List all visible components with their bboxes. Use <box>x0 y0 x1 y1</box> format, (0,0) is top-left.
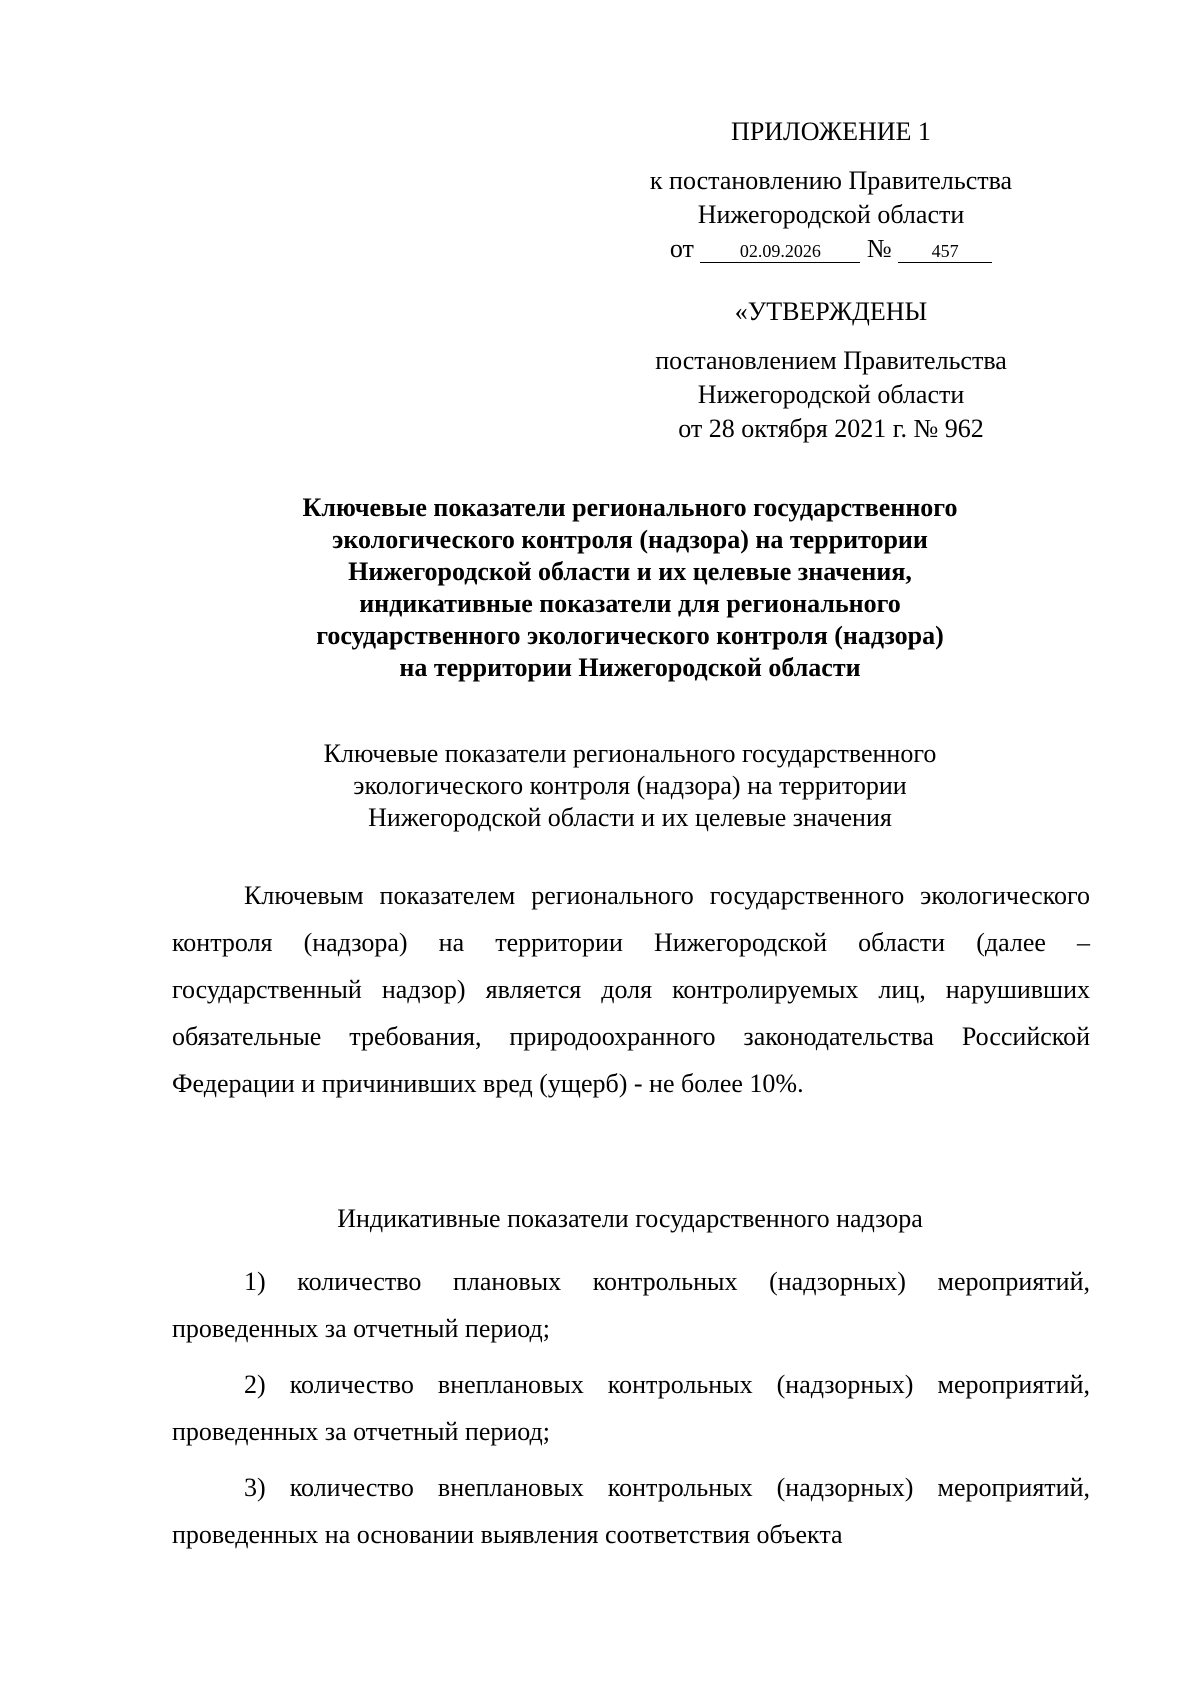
resolution-reference <box>596 164 1066 266</box>
approved-by-reference <box>596 344 1066 446</box>
approved-label <box>596 295 1066 329</box>
indicative-item: 2) количество внеплановых контрольных (надзорных) мероприятий, проведенных за отчетный период; <box>172 1370 1090 1446</box>
approved-by-line1: постановлением Правительства <box>655 346 1007 375</box>
title-line5: государственного экологического контроля (надзора) <box>316 621 944 650</box>
document-title <box>160 492 1100 684</box>
resolution-date-line <box>596 232 1066 266</box>
title-line4: индикативные показатели для регионального <box>359 589 901 618</box>
indicative-item: 3) количество внеплановых контрольных (надзорных) мероприятий, проведенных на основании выявления соответствия объекта <box>172 1473 1090 1549</box>
indicative-indicators-heading-text: Индикативные показатели государственного надзора <box>337 1204 923 1233</box>
indicative-indicators-heading <box>160 1203 1100 1235</box>
key-indicators-heading-line2: экологического контроля (надзора) на территории <box>353 771 907 800</box>
approved-text: «УТВЕРЖДЕНЫ <box>734 297 928 326</box>
key-indicators-heading <box>160 738 1100 834</box>
key-indicators-heading-line1: Ключевые показатели регионального государственного <box>323 739 937 768</box>
resolution-date: 02.09.2026 <box>700 240 860 263</box>
resolution-number: 457 <box>898 240 992 263</box>
number-sign: № <box>866 234 892 263</box>
date-prefix: от <box>669 234 694 263</box>
title-line1: Ключевые показатели регионального государственного <box>302 493 958 522</box>
key-indicators-heading-line3: Нижегородской области и их целевые значения <box>368 803 892 832</box>
title-line2: экологического контроля (надзора) на территории <box>332 525 928 554</box>
resolution-reference-line2: Нижегородской области <box>697 200 965 229</box>
indicative-item: 1) количество плановых контрольных (надзорных) мероприятий, проведенных за отчетный период; <box>172 1267 1090 1343</box>
title-line3: Нижегородской области и их целевые значения, <box>348 557 912 586</box>
appendix-title-text: ПРИЛОЖЕНИЕ 1 <box>731 117 931 146</box>
approved-by-line3: от 28 октября 2021 г. № 962 <box>678 414 984 443</box>
approved-by-line2: Нижегородской области <box>697 380 965 409</box>
appendix-title <box>596 115 1066 149</box>
key-indicator-paragraph: Ключевым показателем регионального государственного экологического контроля (надзора) на территории Нижегородской области (далее – государственный надзор) является доля контролируемых лиц, нарушивших обязательные требования, природоохранного законодательства Российской Федерации и причинивших вред (ущерб) - не более 10%. <box>172 881 1090 1098</box>
resolution-reference-line1: к постановлению Правительства <box>649 166 1013 195</box>
title-line6: на территории Нижегородской области <box>399 653 861 682</box>
